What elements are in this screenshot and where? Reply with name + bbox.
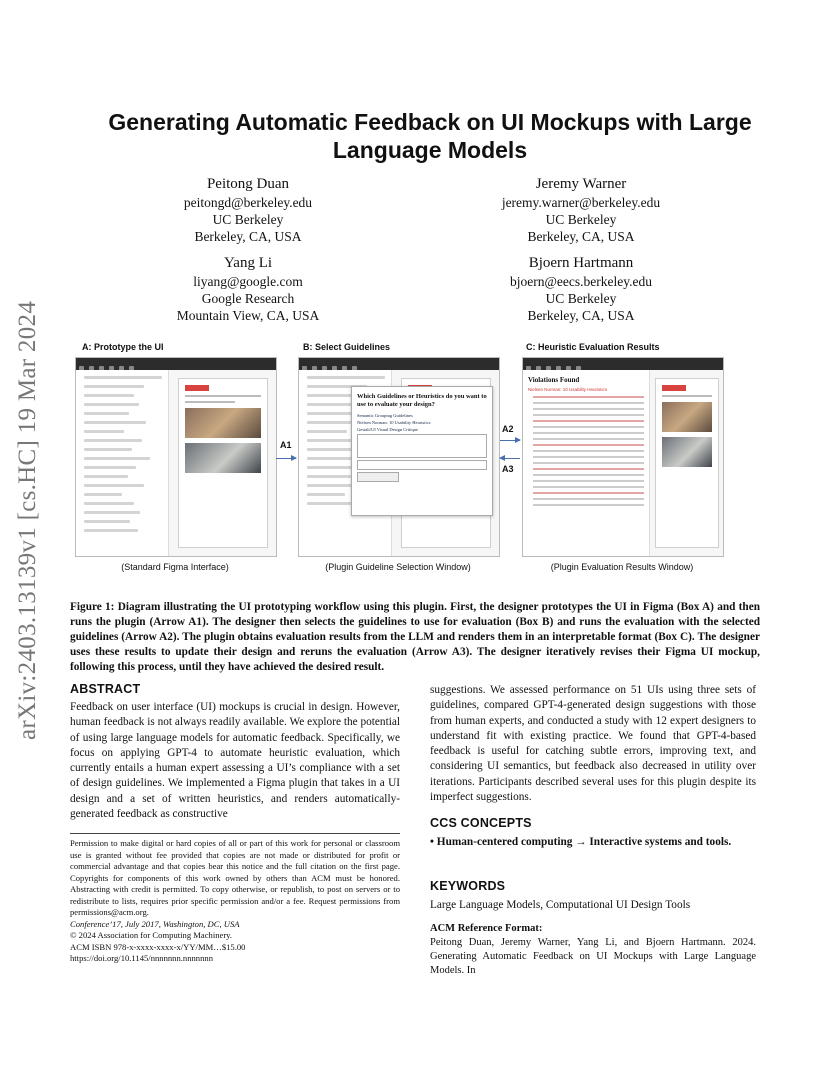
- figure-1: [70, 340, 790, 580]
- ccs-heading: CCS CONCEPTS: [430, 816, 532, 830]
- panel-b-caption: (Plugin Guideline Selection Window): [325, 562, 471, 572]
- footnote-rule: [70, 833, 400, 834]
- arrow-a3-label: A3: [502, 464, 514, 474]
- results-title: Violations Found: [528, 376, 580, 384]
- acm-ref-text: Peitong Duan, Jeremy Warner, Yang Li, and Bjoern Hartmann. 2024. Generating Automatic Feedback on UI Mockups with Large Language Models. In: [430, 937, 756, 976]
- author-name: Yang Li: [223, 255, 273, 271]
- paper-title: Generating Automatic Feedback on UI Mockups with Large Language Models: [108, 109, 752, 163]
- author-location: Mountain View, CA, USA: [176, 308, 320, 323]
- acm-ref-heading: ACM Reference Format:: [430, 923, 543, 934]
- author-block: [461, 175, 701, 245]
- panel-a-caption: (Standard Figma Interface): [121, 562, 229, 572]
- author-affiliation: UC Berkeley: [212, 212, 284, 227]
- ui-mockup-frame: [655, 378, 719, 548]
- author-location: Berkeley, CA, USA: [527, 308, 635, 323]
- arxiv-identifier: arXiv:2403.13139v1 [cs.HC] 19 Mar 2024: [14, 300, 41, 740]
- figure-caption: Figure 1: Diagram illustrating the UI prototyping workflow using this plugin. First, the designer prototypes the UI in Figma (Box A) and then runs the plugin (Arrow A1). The designer then selects the guidelines to use for evaluation (Box B) and runs the evaluation with the selected guidelines (Arrow A2). The plugin obtains evaluation results from the LLM and renders them in an interpretable format (Box C). The designer uses these results to update their design and reruns the evaluation (Arrow A3). The designer iteratively revises their Figma UI mockup, following this process, until they have achieved the desired result.: [70, 601, 760, 673]
- figma-toolbar: [299, 358, 499, 370]
- author-email: liyang@google.com: [193, 274, 303, 289]
- author-name: Peitong Duan: [206, 176, 290, 192]
- author-block: [461, 254, 701, 324]
- abstract-text-col1: Feedback on user interface (UI) mockups is crucial in design. However, human feedback is not always readily available. We explore the potential of using large language models for automatic feedback. Specifically, we focus on applying GPT-4 to automate heuristic evaluation, which currently entails a human expert assessing a UI’s compliance with a set of design guidelines. We implemented a Figma plugin that takes in a UI design and a set of written heuristics, and renders automatically-generated feedback as constructive: [70, 701, 400, 821]
- arrow-a1: [276, 458, 296, 459]
- arrow-a2: [500, 440, 520, 441]
- figma-toolbar: [76, 358, 276, 370]
- author-email: bjoern@eecs.berkeley.edu: [510, 274, 652, 289]
- author-location: Berkeley, CA, USA: [527, 229, 635, 244]
- permission-block: [70, 838, 400, 965]
- author-block: [128, 175, 368, 245]
- panel-c-label: C: Heuristic Evaluation Results: [526, 342, 660, 352]
- author-email: jeremy.warner@berkeley.edu: [501, 195, 661, 210]
- author-affiliation: UC Berkeley: [545, 212, 617, 227]
- guideline-selection-screenshot: [298, 357, 500, 557]
- arrow-a2-label: A2: [502, 424, 514, 434]
- dialog-title: Which Guidelines or Heuristics do you want to use to evaluate your design?: [357, 393, 487, 408]
- author-location: Berkeley, CA, USA: [194, 229, 302, 244]
- abstract-text-col2: suggestions. We assessed performance on 51 UIs using three sets of guidelines, compared GPT-4-generated design suggestions with those from human experts, and conducted a study with 12 expert designers to understand fit with existing practice. We found that GPT-4-based feedback is useful for catching subtle errors, improving text, and considering UI semantics, but feedback also decreased in utility over iterations. Participants described several uses for this plugin despite its imperfect suggestions.: [430, 684, 756, 804]
- dialog-option: Gestalt/UI Visual Design Critique: [357, 427, 419, 432]
- figma-toolbar: [523, 358, 723, 370]
- panel-b-label: B: Select Guidelines: [303, 342, 391, 352]
- doi-link[interactable]: https://doi.org/10.1145/nnnnnnn.nnnnnnn: [70, 953, 213, 963]
- panel-a-label: A: Prototype the UI: [82, 342, 164, 352]
- panel-c-caption: (Plugin Evaluation Results Window): [550, 562, 694, 572]
- ccs-text: • Human-centered computing → Interactive systems and tools.: [430, 836, 732, 848]
- author-affiliation: UC Berkeley: [545, 291, 617, 306]
- figma-interface-screenshot: [75, 357, 277, 557]
- author-block: [128, 254, 368, 324]
- keywords-text: Large Language Models, Computational UI Design Tools: [430, 899, 691, 911]
- ui-mockup-frame: [178, 378, 268, 548]
- copyright-line: © 2024 Association for Computing Machinery.: [70, 930, 233, 940]
- layers-panel: [76, 370, 169, 556]
- permission-text: Permission to make digital or hard copies of all or part of this work for personal or classroom use is granted without fee provided that copies are not made or distributed for profit or commercial advantage and that copies bear this notice and the full citation on the first page. Copyrights for components of this work owned by others than ACM must be honored. Abstracting with credit is permitted. To copy otherwise, or republish, to post on servers or to redistribute to lists, requires prior specific permission and/or a fee. Request permissions from permissions@acm.org.: [70, 838, 400, 917]
- guideline-dialog: [351, 386, 493, 516]
- conference-info: Conference’17, July 2017, Washington, DC, USA: [70, 918, 240, 929]
- abstract-heading: ABSTRACT: [70, 682, 141, 696]
- keywords-heading: KEYWORDS: [430, 879, 506, 893]
- results-panel: [523, 370, 650, 556]
- evaluation-results-screenshot: [522, 357, 724, 557]
- arrow-a1-label: A1: [280, 440, 292, 450]
- author-affiliation: Google Research: [201, 291, 295, 306]
- dialog-option: Semantic Grouping Guidelines: [357, 413, 413, 418]
- results-subtitle: Nielsen Norman: 10 Usability Heuristics: [528, 387, 608, 392]
- author-name: Jeremy Warner: [535, 176, 627, 192]
- author-email: peitongd@berkeley.edu: [183, 195, 313, 210]
- isbn-line: ACM ISBN 978-x-xxxx-xxxx-x/YY/MM…$15.00: [70, 941, 246, 952]
- author-name: Bjoern Hartmann: [528, 255, 634, 271]
- arrow-a3: [500, 458, 520, 459]
- dialog-option: Nielsen Norman: 10 Usability Heuristics: [357, 420, 431, 425]
